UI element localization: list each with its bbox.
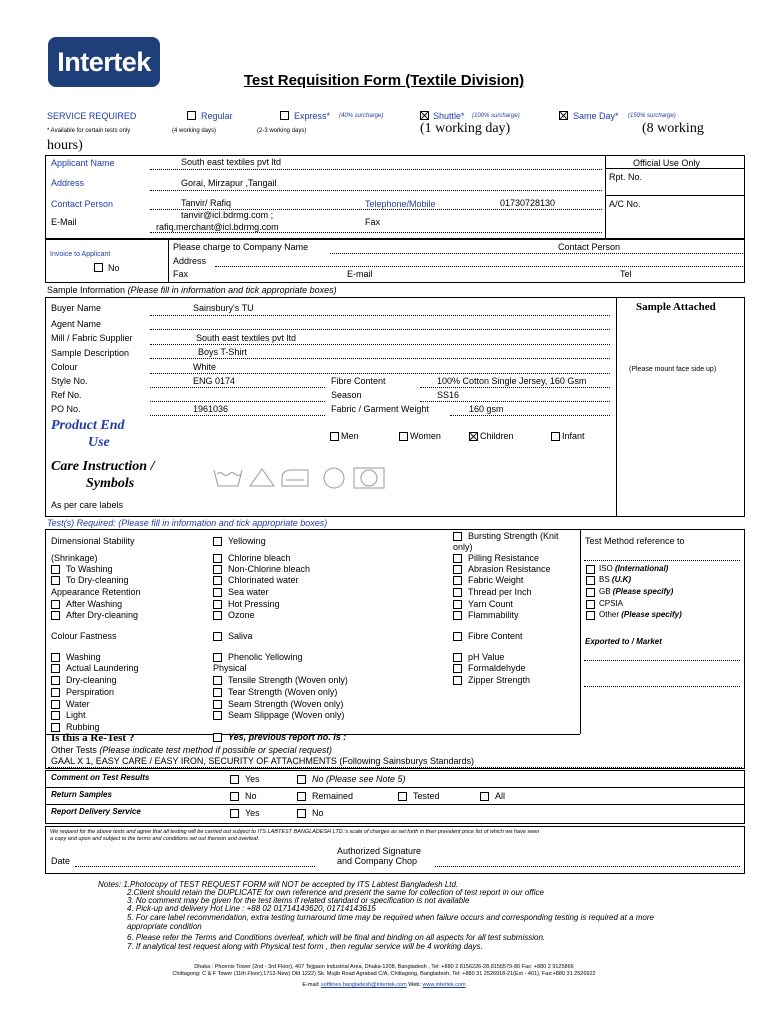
- seam-slip-label: Seam Slippage (Woven only): [228, 710, 345, 720]
- to-dry-label: To Dry-cleaning: [66, 575, 129, 585]
- ozone-label: Ozone: [228, 610, 255, 620]
- pilling-label: Pilling Resistance: [468, 553, 540, 563]
- comment-no-label: No (Please see Note 5): [312, 774, 406, 784]
- fibre-label: Fibre Content: [331, 376, 386, 386]
- invoice-no-checkbox[interactable]: [94, 263, 103, 272]
- footer-web-link[interactable]: www.intertek.com: [422, 982, 466, 988]
- invoice-email-label: E-mail: [347, 269, 373, 279]
- method-label: Test Method reference to: [585, 536, 685, 546]
- return-all-label: All: [495, 791, 506, 801]
- c-light-label: Light: [66, 710, 86, 720]
- comment-no-checkbox[interactable]: [297, 775, 306, 784]
- retest-yes-label: Yes, previous report no. is :: [228, 732, 347, 742]
- gb-checkbox[interactable]: [586, 588, 595, 597]
- ac-no-label: A/C No.: [609, 199, 641, 209]
- shuttle-note: (100% surcharge): [472, 113, 520, 119]
- after-dry-label: After Dry-cleaning: [66, 610, 139, 620]
- sameday-label: Same Day*: [573, 111, 619, 121]
- weight-value[interactable]: 160 gsm: [469, 404, 504, 414]
- exported-label: Exported to / Market: [585, 637, 662, 646]
- retest-checkbox[interactable]: [213, 733, 222, 742]
- shuttle-label: Shuttle*: [433, 111, 465, 121]
- c-dry-label: Dry-cleaning: [66, 675, 117, 685]
- chlorine-label: Chlorine bleach: [228, 553, 291, 563]
- invoice-contact-label: Contact Person: [558, 242, 621, 252]
- appearance-label: Appearance Retention: [51, 587, 141, 597]
- note-3: 3. No comment may be given for the test items if related standard or specification is not available: [127, 896, 470, 905]
- invoice-fax-label: Fax: [173, 269, 189, 279]
- note-5: 5. For care label recommendation, extra testing turnaround time may be required when failure occurs and corresponding testing is required at a more: [127, 913, 654, 922]
- contact-person-value[interactable]: Tanvir/ Rafiq: [181, 198, 232, 208]
- after-washing-label: After Washing: [66, 599, 123, 609]
- sea-water-label: Sea water: [228, 587, 269, 597]
- c-rubbing-label: Rubbing: [66, 722, 100, 732]
- other-checkbox[interactable]: [586, 611, 595, 620]
- mill-label: Mill / Fabric Supplier: [51, 333, 133, 343]
- sample-attached-label: Sample Attached: [636, 301, 716, 313]
- tear-checkbox[interactable]: [213, 688, 222, 697]
- style-value[interactable]: ENG 0174: [193, 376, 236, 386]
- iso-label: ISO (International): [599, 564, 669, 573]
- nonchlorine-label: Non-Chlorine bleach: [228, 564, 311, 574]
- saliva-label: Saliva: [228, 631, 253, 641]
- sea-water-checkbox[interactable]: [213, 588, 222, 597]
- seam-slip-checkbox[interactable]: [213, 711, 222, 720]
- care-label: Care Instruction /: [51, 459, 155, 474]
- yarn-checkbox[interactable]: [453, 600, 462, 609]
- return-label: Return Samples: [51, 790, 112, 799]
- fibre-content-label: Fibre Content: [468, 631, 523, 641]
- hot-pressing-checkbox[interactable]: [213, 600, 222, 609]
- delivery-yes-label: Yes: [245, 808, 260, 818]
- shrinkage-label: (Shrinkage): [51, 553, 98, 563]
- care-labels-value: As per care labels: [51, 500, 124, 510]
- season-value[interactable]: SS16: [437, 390, 460, 400]
- formal-label: Formaldehyde: [468, 663, 526, 673]
- contact-person-label: Contact Person: [51, 199, 114, 209]
- shuttle-checkbox[interactable]: [420, 111, 429, 120]
- mill-value[interactable]: South east textiles pvt ltd: [196, 333, 297, 343]
- fibre-content-checkbox[interactable]: [453, 632, 462, 641]
- care-label-2: Symbols: [86, 476, 135, 491]
- agreement-text-2: a copy and upon and subject to the terms and conditions set out thereon and overleaf.: [50, 836, 260, 842]
- c-light-checkbox[interactable]: [51, 711, 60, 720]
- flam-checkbox[interactable]: [453, 611, 462, 620]
- c-persp-label: Perspiration: [66, 687, 115, 697]
- sameday-days: (8 working: [642, 121, 704, 136]
- burst-label: Bursting Strength (Knit: [468, 531, 559, 541]
- ozone-checkbox[interactable]: [213, 611, 222, 620]
- weight-label: Fabric / Garment Weight: [331, 404, 429, 414]
- c-water-label: Water: [66, 699, 90, 709]
- c-water-checkbox[interactable]: [51, 700, 60, 709]
- chlorine-checkbox[interactable]: [213, 554, 222, 563]
- return-remained-checkbox[interactable]: [297, 792, 306, 801]
- chlorinated-checkbox[interactable]: [213, 576, 222, 585]
- note-7: 7. If analytical test request along with Physical test form , then regular service will be 4 working days.: [127, 942, 483, 951]
- agreement-text: We request for the above tests and agree that all testing will be carried out subject to ITS LABTEST BANGLADESH LTD.'s scale of charges as set forth in their prevalent price list of which we have seen: [50, 829, 540, 835]
- season-label: Season: [331, 390, 362, 400]
- tensile-label: Tensile Strength (Woven only): [228, 675, 348, 685]
- footer-contact: E-mail: softlines.bangladesh@intertek.com Web: www.intertek.com: [302, 982, 466, 988]
- children-label: Children: [480, 431, 514, 441]
- invoice-label: Invoice to Applicant: [50, 251, 111, 258]
- invoice-address-label: Address: [173, 256, 207, 266]
- footer-dhaka: Dhaka : Phoenix Tower (2nd - 3rd Floor), 407 Tejgaon Industrial Area, Dhaka-1208, Bangladesh , Tel: +880 2 8156226-28,8156579-80 Fax: +880 2 9125866: [194, 964, 574, 970]
- enduse-label: Product End: [51, 418, 125, 433]
- gaal-value[interactable]: GAAL X 1, EASY CARE / EASY IRON, SECURITY OF ATTACHMENTS (Following Sainsburys Standards): [51, 756, 474, 766]
- tear-label: Tear Strength (Woven only): [228, 687, 338, 697]
- fax-label: Fax: [365, 217, 381, 227]
- men-label: Men: [341, 431, 359, 441]
- hot-pressing-label: Hot Pressing: [228, 599, 280, 609]
- gb-label: GB (Please specify): [599, 587, 674, 596]
- to-washing-label: To Washing: [66, 564, 113, 574]
- after-dry-checkbox[interactable]: [51, 611, 60, 620]
- chlorinated-label: Chlorinated water: [228, 575, 299, 585]
- email-label: E-Mail: [51, 217, 77, 227]
- c-washing-checkbox[interactable]: [51, 653, 60, 662]
- return-no-label: No: [245, 791, 257, 801]
- service-required-label: SERVICE REQUIRED: [47, 111, 137, 121]
- sameday-checkbox[interactable]: [559, 111, 568, 120]
- bs-checkbox[interactable]: [586, 576, 595, 585]
- desc-value[interactable]: Boys T-Shirt: [198, 347, 247, 357]
- comment-yes-checkbox[interactable]: [230, 775, 239, 784]
- ph-checkbox[interactable]: [453, 653, 462, 662]
- desc-label: Sample Description: [51, 348, 130, 358]
- address-value[interactable]: Gorai, Mirzapur ,Tangail: [181, 178, 277, 188]
- telephone-value[interactable]: 01730728130: [500, 198, 556, 208]
- return-tested-checkbox[interactable]: [398, 792, 407, 801]
- fabric-weight-checkbox[interactable]: [453, 576, 462, 585]
- women-checkbox[interactable]: [399, 432, 408, 441]
- po-label: PO No.: [51, 404, 81, 414]
- saliva-checkbox[interactable]: [213, 632, 222, 641]
- thread-label: Thread per Inch: [468, 587, 532, 597]
- express-checkbox[interactable]: [280, 111, 289, 120]
- note-2: 2.Client should retain the DUPLICATE for own reference and present the same for collection of test report in our office: [127, 888, 544, 897]
- charge-company-label: Please charge to Company Name: [173, 242, 309, 252]
- sample-info-header: Sample Information (Please fill in information and tick appropriate boxes): [47, 285, 337, 295]
- mount-note: (Please mount face side up): [629, 366, 717, 373]
- note-4: 4. Pick-up and delivery Hot Line : +88 02 01714143620, 01714143615: [127, 904, 376, 913]
- dim-stability-label: Dimensional Stability: [51, 536, 135, 546]
- tensile-checkbox[interactable]: [213, 676, 222, 685]
- fabric-weight-label: Fabric Weight: [468, 575, 524, 585]
- to-dry-checkbox[interactable]: [51, 576, 60, 585]
- bs-label: BS (U.K): [599, 575, 632, 584]
- shuttle-days: (1 working day): [420, 121, 511, 136]
- yarn-label: Yarn Count: [468, 599, 513, 609]
- retest-label: Is this a Re-Test ?: [51, 732, 135, 744]
- to-washing-checkbox[interactable]: [51, 565, 60, 574]
- seam-strength-label: Seam Strength (Woven only): [228, 699, 344, 709]
- return-no-checkbox[interactable]: [230, 792, 239, 801]
- po-value[interactable]: 1961036: [193, 404, 229, 414]
- pilling-checkbox[interactable]: [453, 554, 462, 563]
- c-rubbing-checkbox[interactable]: [51, 723, 60, 732]
- applicant-name-value[interactable]: South east textiles pvt ltd: [181, 157, 282, 167]
- address-label: Address: [51, 178, 85, 188]
- footer-email-link[interactable]: softlines.bangladesh@intertek.com: [321, 982, 407, 988]
- colour-label: Colour: [51, 362, 78, 372]
- email-value-2[interactable]: rafiq.merchant@icl.bdrmg.com: [156, 222, 279, 232]
- comment-label: Comment on Test Results: [51, 773, 150, 782]
- physical-label: Physical: [213, 663, 247, 673]
- footer-chittagong: Chittagong: C & F Tower (11th Floor),1712-New) Old 1222) Sk. Mujib Road Agrabad C/A, Chittagong, Bangladesh, Tel: +880 31 2526918-21(Ext - 401), Fax:+880 31 2526922: [172, 971, 596, 977]
- note-5b: appropriate condition: [127, 922, 202, 931]
- delivery-yes-checkbox[interactable]: [230, 809, 239, 818]
- express-note: (40% surcharge): [339, 113, 384, 119]
- fibre-value[interactable]: 100% Cotton Single Jersey, 160 Gsm: [437, 376, 587, 386]
- invoice-tel-label: Tel: [620, 269, 632, 279]
- care-symbols-icon: [212, 466, 388, 490]
- other-label: Other (Please specify): [599, 610, 682, 619]
- note-6: 6. Please refer the Terms and Conditions overleaf, which will be final and binding on all aspects for all test submission.: [127, 933, 546, 942]
- colour-fastness-label: Colour Fastness: [51, 631, 117, 641]
- buyer-label: Buyer Name: [51, 303, 102, 313]
- form-title: Test Requisition Form (Textile Division): [243, 72, 525, 89]
- intertek-logo: Intertek: [48, 37, 160, 87]
- cpsia-checkbox[interactable]: [586, 600, 595, 609]
- other-tests-label: Other Tests (Please indicate test method if possible or special request): [51, 745, 332, 755]
- children-checkbox[interactable]: [469, 432, 478, 441]
- invoice-no-label: No: [108, 263, 120, 273]
- return-all-checkbox[interactable]: [480, 792, 489, 801]
- sameday-days-cont: hours): [47, 138, 83, 153]
- style-label: Style No.: [51, 376, 88, 386]
- yellowing-checkbox[interactable]: [213, 537, 222, 546]
- regular-days: (4 working days): [172, 128, 217, 134]
- iso-checkbox[interactable]: [586, 565, 595, 574]
- women-label: Women: [410, 431, 441, 441]
- report-delivery-label: Report Delivery Service: [51, 807, 141, 816]
- return-tested-label: Tested: [413, 791, 440, 801]
- buyer-value[interactable]: Sainsbury's TU: [193, 303, 254, 313]
- enduse-label-2: Use: [88, 435, 110, 450]
- burst-checkbox[interactable]: [453, 532, 462, 541]
- burst-label-2: only): [453, 542, 473, 552]
- available-note: * Available for certain tests only: [47, 128, 131, 134]
- tests-header: Test(s) Required: (Please fill in information and tick appropriate boxes): [47, 518, 328, 528]
- rpt-no-label: Rpt. No.: [609, 172, 643, 182]
- signature-label-2: and Company Chop: [337, 856, 418, 866]
- abrasion-checkbox[interactable]: [453, 565, 462, 574]
- agent-label: Agent Name: [51, 319, 102, 329]
- nonchlorine-checkbox[interactable]: [213, 565, 222, 574]
- thread-checkbox[interactable]: [453, 588, 462, 597]
- date-label: Date: [51, 856, 71, 866]
- infant-checkbox[interactable]: [551, 432, 560, 441]
- c-washing-label: Washing: [66, 652, 101, 662]
- yellowing-label: Yellowing: [228, 536, 266, 546]
- return-remained-label: Remained: [312, 791, 354, 801]
- seam-strength-checkbox[interactable]: [213, 700, 222, 709]
- phenolic-checkbox[interactable]: [213, 653, 222, 662]
- after-washing-checkbox[interactable]: [51, 600, 60, 609]
- cpsia-label: CPSIA: [599, 599, 624, 608]
- infant-label: Infant: [562, 431, 585, 441]
- c-laundering-label: Actual Laundering: [66, 663, 139, 673]
- email-value-1[interactable]: tanvir@icl.bdrmg.com ;: [181, 210, 274, 220]
- note-1: Notes: 1.Photocopy of TEST REQUEST FORM will NOT be accepted by ITS Labtest Bangladesh Ltd.: [98, 880, 459, 889]
- regular-label: Regular: [201, 111, 233, 121]
- express-label: Express*: [294, 111, 331, 121]
- delivery-no-checkbox[interactable]: [297, 809, 306, 818]
- formal-checkbox[interactable]: [453, 664, 462, 673]
- signature-label: Authorized Signature: [337, 846, 422, 856]
- c-dry-checkbox[interactable]: [51, 676, 60, 685]
- zipper-label: Zipper Strength: [468, 675, 531, 685]
- c-laundering-checkbox[interactable]: [51, 664, 60, 673]
- flam-label: Flammability: [468, 610, 519, 620]
- invoice-box: [45, 239, 745, 283]
- abrasion-label: Abrasion Resistance: [468, 564, 551, 574]
- ph-label: pH Value: [468, 652, 505, 662]
- sameday-note: (150% surcharge): [628, 113, 676, 119]
- applicant-name-label: Applicant Name: [51, 158, 115, 168]
- official-use-label: Official Use Only: [633, 158, 700, 168]
- comment-yes-label: Yes: [245, 774, 260, 784]
- delivery-no-label: No: [312, 808, 324, 818]
- phenolic-label: Phenolic Yellowing: [228, 652, 303, 662]
- colour-value[interactable]: White: [193, 362, 217, 372]
- ref-label: Ref No.: [51, 390, 82, 400]
- c-persp-checkbox[interactable]: [51, 688, 60, 697]
- regular-checkbox[interactable]: [187, 111, 196, 120]
- zipper-checkbox[interactable]: [453, 676, 462, 685]
- telephone-label: Telephone/Mobile: [365, 199, 436, 209]
- express-days: (2-3 working days): [257, 128, 307, 134]
- men-checkbox[interactable]: [330, 432, 339, 441]
